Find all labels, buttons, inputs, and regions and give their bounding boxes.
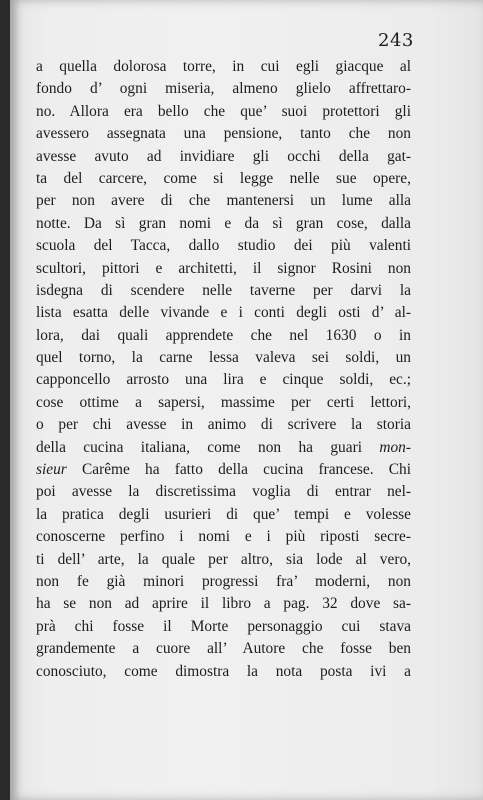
text-line-8: notte. Da sì gran nomi e da sì gran cose, dalla [36,214,411,232]
text-line-6: ta del carcere, come si legge nelle sue opere, [36,169,411,187]
text-line-24: non fe già minori progressi fra’ moderni, non [36,572,411,590]
text-line-5: avesse avuto ad invidiare gli occhi della gat- [36,147,411,165]
text-line-4: avessero assegnata una pensione, tanto che non [36,125,411,143]
text-line-15: capponcello arrosto una lira e cinque soldi, ec.; [36,371,411,389]
text-line-21: la pratica degli usurieri di que’ tempi e volesse [36,505,411,523]
book-page [10,0,483,800]
text-line-26: prà chi fosse il Morte personaggio cui stava [36,617,411,635]
page-number: 243 [378,30,414,51]
text-line-22: conoscerne perfino i nomi e i più riposti secre- [36,528,411,546]
text-line-16: cose ottime a sapersi, massime per certi lettori, [36,393,411,411]
body-text [36,56,411,683]
text-line-14: quel torno, la carne lessa valeva sei soldi, un [36,349,411,367]
text-line-2: fondo d’ ogni miseria, almeno glielo affrettaro- [36,80,411,98]
text-line-9: scuola del Tacca, dallo studio dei più valenti [36,237,411,255]
text-line-23: ti dell’ arte, la quale per altro, sia lode al vero, [36,550,411,568]
text-line-25: ha se non ad aprire il libro a pag. 32 dove sa- [36,595,411,613]
italic-word-sieur: sieur [36,461,67,479]
text-line-10: scultori, pittori e architetti, il signor Rosini non [36,259,411,277]
text-line-20: poi avesse la discretissima voglia di entrar nel- [36,483,411,501]
text-line-11: isdegna di scendere nelle taverne per darvi la [36,281,411,299]
text-line-17: o per chi avesse in animo di scrivere la storia [36,416,411,434]
text-line-27: grandemente a cuore all’ Autore che fosse ben [36,640,411,658]
text-line-1: a quella dolorosa torre, in cui egli giacque al [36,58,411,75]
text-line-3: no. Allora era bello che que’ suoi protettori gli [36,102,411,120]
text-line-12: lista esatta delle vivande e i conti degli osti d’ al- [36,304,411,322]
text-line-28: conosciuto, come dimostra la nota posta ivi a [36,662,411,680]
text-line-7: per non avere di che mantenersi un lume alla [36,192,411,210]
text-line-13: lora, dai quali apprendete che nel 1630 o in [36,326,411,344]
italic-word-mon: mon- [379,438,411,456]
text-line-19-roman: Carême ha fatto della cucina francese. Chi [66,461,411,479]
text-line-18 [36,437,411,459]
text-line-19 [36,459,411,481]
text-line-18-roman: della cucina italiana, come non ha guari [36,438,362,456]
